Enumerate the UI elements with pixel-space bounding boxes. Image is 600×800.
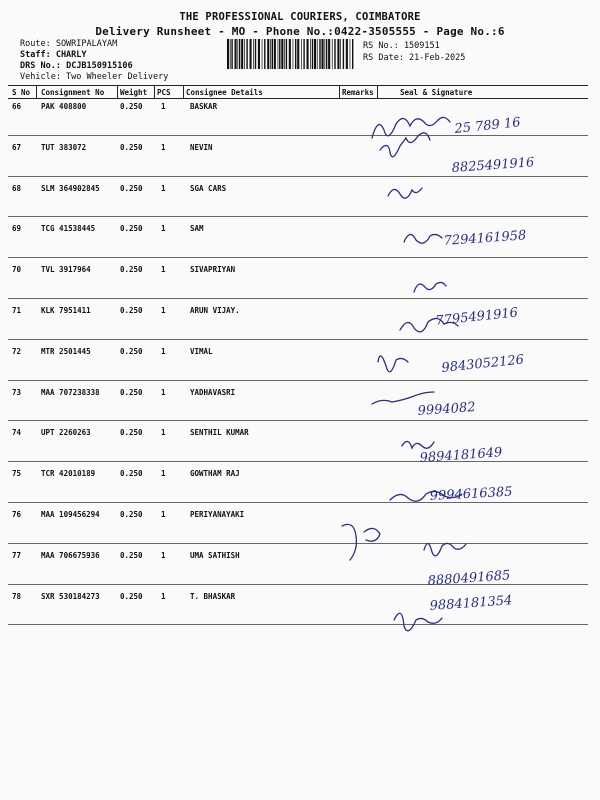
col-divider [117,85,118,99]
row-sno: 74 [12,428,22,438]
row-weight: 0.250 [120,510,143,519]
row-consignee: VIMAL [190,346,213,356]
signature-phone: 9884181354 [429,593,513,614]
row-pcs: 1 [161,387,166,397]
row-pcs: 1 [161,306,166,315]
row-pcs: 1 [161,102,166,111]
row-pcs: 1 [161,265,166,275]
row-consignee: ARUN VIJAY. [190,306,240,315]
row-sno: 78 [12,591,22,601]
signature-stroke [390,491,462,501]
row-consignment-no: MAA 706675936 [41,550,100,560]
drs-number [20,61,133,71]
row-pcs: 1 [161,469,166,479]
row-weight: 0.250 [120,550,143,560]
row-weight: 0.250 [120,183,143,193]
row-pcs: 1 [161,428,166,438]
signature-phone: 9843052126 [440,352,525,376]
col-divider [183,85,184,99]
row-consignee: YADHAVASRI [190,387,236,397]
row-pcs: 1 [161,591,166,601]
row-consignee: GOWTHAM RAJ [190,469,240,479]
row-weight: 0.250 [120,306,143,315]
row-consignment-no: TCR 42010189 [41,469,96,479]
row-pcs: 1 [161,142,166,152]
row-pcs: 1 [161,183,166,193]
row-consignment-no: MAA 109456294 [41,510,100,519]
row-sno: 66 [12,102,22,111]
row-consignee: SIVAPRIYAN [190,265,236,275]
vehicle-label: Vehicle: Two Wheeler Delivery [20,72,169,82]
row-weight: 0.250 [120,469,143,479]
route-label: Route: SOWRIPALAYAM [20,39,118,49]
row-consignee: NEVIN [190,142,213,152]
row-consignment-no: MAA 707238338 [41,387,100,397]
row-weight: 0.250 [120,387,143,397]
row-sno: 68 [12,183,22,193]
row-separator [8,176,588,177]
row-consignee: UMA SATHISH [190,550,240,560]
col-header-remarks: Remarks [342,88,374,97]
row-pcs: 1 [161,550,166,560]
row-separator [8,420,588,421]
signature-phone: 25 789 16 [453,115,522,137]
row-weight: 0.250 [120,428,143,438]
col-header-weight: Weight [120,88,148,97]
signature-phone: 9994082 [417,399,477,419]
row-consignment-no: UPT 2260263 [41,428,91,438]
table-top-border [8,85,588,86]
row-weight: 0.250 [120,224,143,234]
row-separator [8,543,588,544]
signature-stroke [404,234,442,243]
row-sno: 77 [12,550,22,560]
row-sno: 76 [12,510,22,519]
row-consignment-no: KLK 7951411 [41,306,91,315]
row-separator [8,584,588,585]
col-divider [154,85,155,99]
row-sno: 75 [12,469,22,479]
signature-stroke [372,392,434,404]
row-consignment-no: TCG 41538445 [41,224,96,234]
row-consignee: SAM [190,224,204,234]
company-name: THE PROFESSIONAL COURIERS, COIMBATORE [179,11,421,23]
signature-stroke [424,543,466,555]
row-sno: 67 [12,142,22,152]
rs-date: RS Date: 21-Feb-2025 [363,53,466,63]
col-header-seal-signature: Seal & Signature [400,88,473,97]
col-divider [377,85,378,99]
row-separator [8,339,588,340]
row-sno: 72 [12,346,22,356]
signature-phone: 9994616385 [429,484,513,504]
table-header-border [8,98,588,99]
signature-stroke [378,356,408,372]
col-divider [36,85,37,99]
row-sno: 73 [12,387,22,397]
row-weight: 0.250 [120,591,143,601]
signature-stroke [414,282,446,292]
signature-stroke [402,441,434,448]
signature-phone: 8825491916 [451,155,535,176]
row-pcs: 1 [161,346,166,356]
col-header-pcs: PCS [157,88,171,97]
row-consignee: BASKAR [190,102,218,111]
row-separator [8,257,588,258]
row-weight: 0.250 [120,346,143,356]
signature-stroke [400,318,458,331]
row-sno: 69 [12,224,22,234]
row-consignment-no: MTR 2501445 [41,346,91,356]
row-consignment-no: TUT 383072 [41,142,87,152]
signature-phone: 8880491685 [427,568,511,589]
row-separator [8,298,588,299]
row-consignee: SGA CARS [190,183,227,193]
row-consignment-no: SLM 364902845 [41,183,100,193]
row-separator [8,502,588,503]
signature-phone: 9894181649 [419,445,503,466]
row-pcs: 1 [161,224,166,234]
col-header-consignee: Consignee Details [186,88,263,97]
row-weight: 0.250 [120,265,143,275]
staff-label: Staff: CHARLY [20,50,87,60]
row-consignee: PERIYANAYAKI [190,510,245,519]
row-consignment-no: TVL 3917964 [41,265,91,275]
row-sno: 70 [12,265,22,275]
row-consignee: SENTHIL KUMAR [190,428,249,438]
row-weight: 0.250 [120,102,143,111]
row-separator [8,461,588,462]
signature-stroke [388,188,422,198]
signature-phone: 7294161958 [443,228,527,249]
row-pcs: 1 [161,510,166,519]
col-divider [339,85,340,99]
row-consignee: T. BHASKAR [190,591,236,601]
row-consignment-no: PAK 408800 [41,102,87,111]
drs-barcode [227,39,355,69]
row-separator [8,216,588,217]
signature-stroke [380,133,430,157]
signature-stroke [394,613,442,631]
signature-phone: 7795491916 [434,305,519,329]
drs-value: DCJB150915106 [66,61,133,71]
row-consignment-no: SXR 530184273 [41,591,100,601]
row-separator [8,380,588,381]
runsheet-title: Delivery Runsheet - MO - Phone No.:0422-3505555 - Page No.:6 [95,25,505,38]
rs-number: RS No.: 1509151 [363,41,440,51]
drs-label: DRS No.: [20,61,61,71]
row-weight: 0.250 [120,142,143,152]
col-header-consignment: Consignment No [41,88,105,97]
col-header-sno: S No [12,88,31,97]
row-sno: 71 [12,306,22,315]
row-separator [8,624,588,625]
row-separator [8,135,588,136]
